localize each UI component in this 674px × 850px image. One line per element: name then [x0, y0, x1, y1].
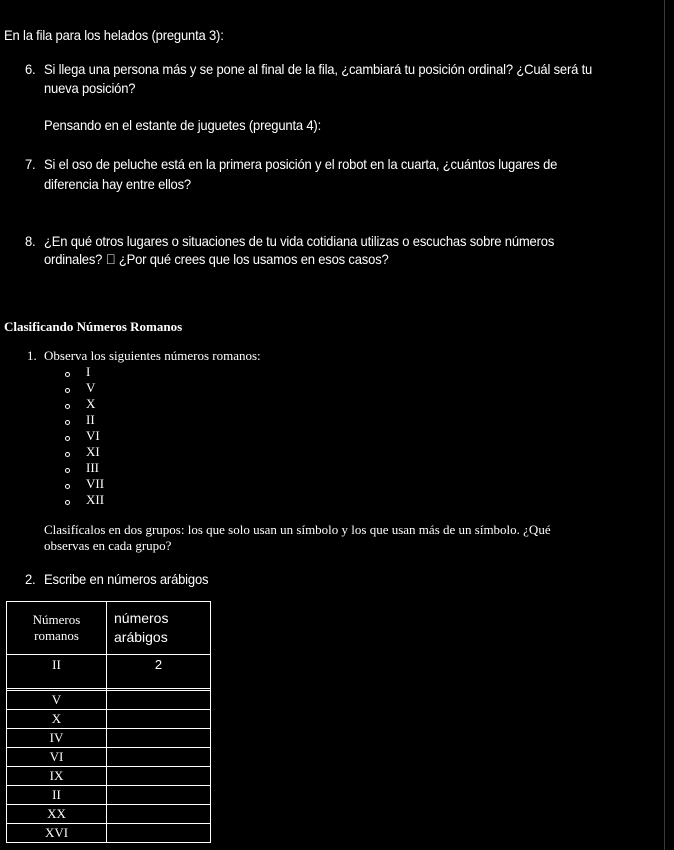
classify-line-2: observas en cada grupo?: [44, 538, 172, 553]
table-row: [7, 691, 211, 710]
list-item: VII: [86, 476, 105, 491]
roman-item-1-text: Observa los siguientes números romanos:: [44, 348, 261, 363]
table-row: [7, 767, 211, 786]
question-7-line-1: Si el oso de peluche está en la primera posición y el robot en la cuarta, ¿cuántos lugares de: [44, 156, 558, 172]
list-item: II: [86, 412, 95, 427]
table-row: [7, 710, 211, 729]
roman-item-1-number: 1.: [27, 348, 37, 363]
question-8-number: 8.: [25, 233, 36, 249]
arabic-cell[interactable]: [107, 767, 211, 786]
list-bullet: [65, 404, 70, 409]
roman-cell: XX: [7, 805, 107, 824]
page-right-border: [664, 0, 665, 850]
arabic-cell[interactable]: [107, 824, 211, 843]
roman-cell: XVI: [7, 824, 107, 843]
list-item: XII: [86, 492, 105, 507]
roman-cell: IV: [7, 729, 107, 748]
list-item: V: [86, 380, 96, 395]
list-bullet: [65, 436, 70, 441]
list-bullet: [65, 420, 70, 425]
roman-cell: V: [7, 691, 107, 710]
header-roman-line-1: Números: [32, 612, 81, 627]
table-row: [7, 786, 211, 805]
list-item: X: [86, 396, 96, 411]
table-row: [7, 729, 211, 748]
arabic-cell[interactable]: [107, 805, 211, 824]
header-roman: [7, 602, 107, 655]
arabic-cell[interactable]: 2: [107, 655, 211, 689]
question-6-number: 6.: [25, 61, 36, 77]
header-arabic-line-1: números: [114, 610, 169, 626]
toys-intro: Pensando en el estante de juguetes (pregunta 4):: [44, 117, 322, 133]
arabic-cell[interactable]: [107, 748, 211, 767]
roman-cell: II: [7, 655, 107, 689]
table-header-row: [7, 602, 211, 655]
roman-cell: VI: [7, 748, 107, 767]
roman-cell: X: [7, 710, 107, 729]
list-bullet: [65, 500, 70, 505]
question-8-line-2: ordinales? ⃞ ¿Por qué crees que los usamos en esos casos?: [44, 251, 389, 267]
question-7-line-2: diferencia hay entre ellos?: [44, 176, 191, 192]
list-item: III: [86, 460, 99, 475]
arabic-cell[interactable]: [107, 786, 211, 805]
list-item: VI: [86, 428, 100, 443]
list-bullet: [65, 452, 70, 457]
table-row: [7, 748, 211, 767]
ordinal-intro: En la fila para los helados (pregunta 3):: [4, 27, 224, 43]
roman-item-2-text: Escribe en números arábigos: [44, 571, 209, 587]
roman-cell: IX: [7, 767, 107, 786]
header-arabic: [107, 602, 211, 655]
arabic-cell[interactable]: [107, 710, 211, 729]
list-bullet: [65, 484, 70, 489]
roman-cell: II: [7, 786, 107, 805]
list-bullet: [65, 372, 70, 377]
arabic-cell[interactable]: [107, 691, 211, 710]
table-row: [7, 655, 211, 689]
roman-to-arabic-table: [6, 601, 211, 843]
question-6-line-1: Si llega una persona más y se pone al final de la fila, ¿cambiará tu posición ordinal? ¿Cuál será tu: [44, 61, 593, 77]
classify-line-1: Clasifícalos en dos grupos: los que solo usan un símbolo y los que usan más de un símbolo. ¿Qué: [44, 522, 551, 537]
arabic-cell[interactable]: [107, 729, 211, 748]
table-row: [7, 824, 211, 843]
list-bullet: [65, 468, 70, 473]
roman-section-heading: Clasificando Números Romanos: [4, 319, 183, 334]
list-item: XI: [86, 444, 100, 459]
question-6-line-2: nueva posición?: [44, 80, 136, 96]
header-roman-line-2: romanos: [34, 628, 79, 643]
header-arabic-line-2: arábigos: [114, 629, 168, 645]
list-item: I: [86, 364, 91, 379]
table-row: [7, 805, 211, 824]
list-bullet: [65, 388, 70, 393]
question-7-number: 7.: [25, 156, 36, 172]
roman-item-2-number: 2.: [25, 571, 36, 587]
question-8-line-1: ¿En qué otros lugares o situaciones de tu vida cotidiana utilizas o escuchas sobre números: [44, 233, 555, 249]
